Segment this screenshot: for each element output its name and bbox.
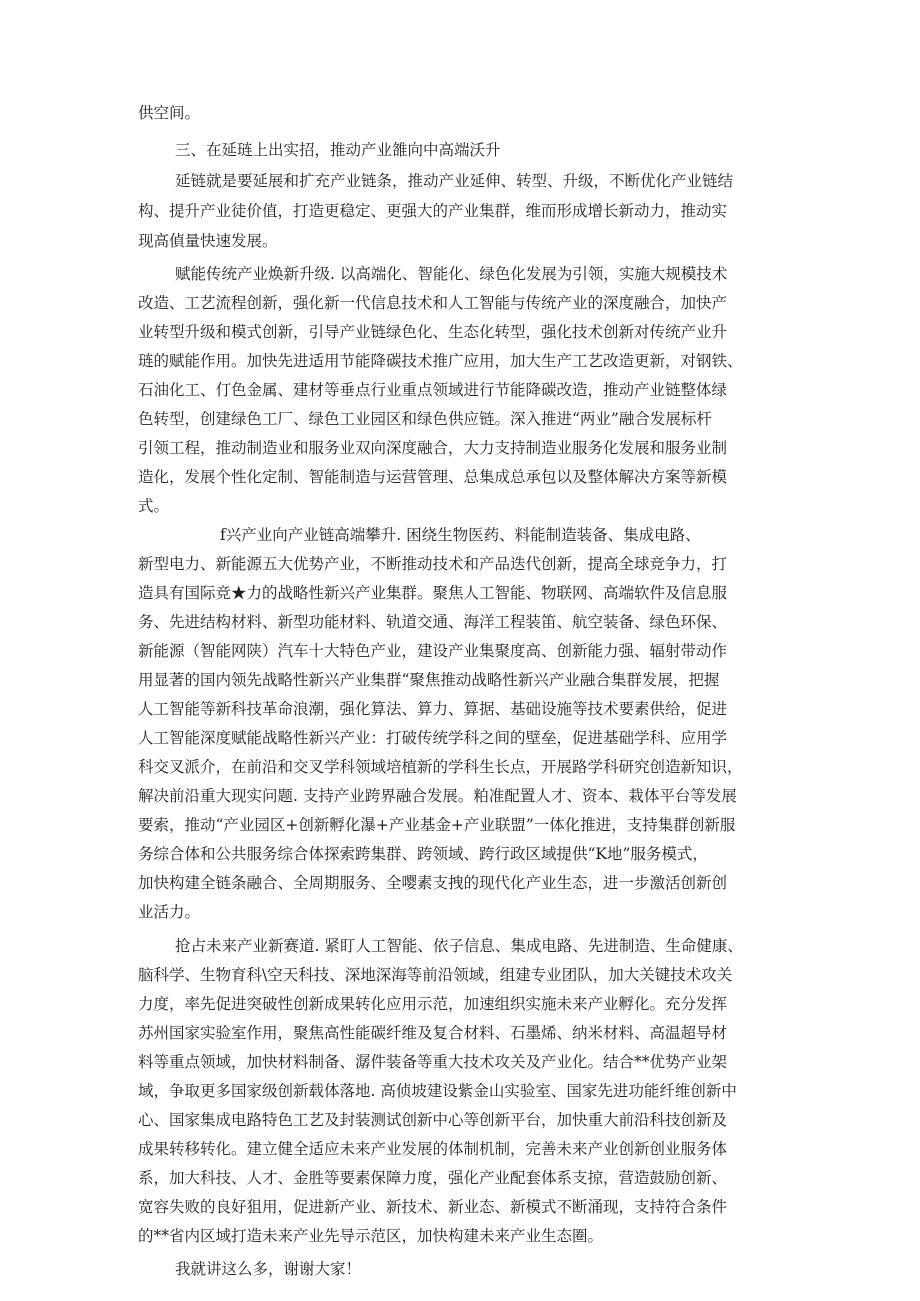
text-line: 引领工程，推动制造业和服务业双向深度融合，大力支持制造业服务化发展和服务业制 (138, 439, 728, 457)
text-line: 务、先进结构材料、新型功能材料、轨道交通、海洋工程装笛、航空装备、绿色环保、 (138, 613, 728, 631)
text-line: 新型电力、新能源五大优势产业，不断推动技术和产品迭代创新，提高全球竞争力，打 (138, 555, 728, 573)
text-line: 料等重点领域，加快材料制备、潺件装备等重大技术攻关及产业化。结合**优势产业架 (138, 1053, 728, 1071)
text-line: 解决前沿重大现实问题. 支持产业跨界融合发展。粕准配置人才、资本、栽体平台等发展 (138, 787, 737, 805)
text-line: 人工智能等新科技革命浪潮，强化算法、算力、算据、基础设施等技术要素供给，促进 (138, 700, 728, 718)
text-line: 要索，推动“产业园区+创新孵化瀑+产业基金+产业联盟”一体化推进，支持集群创新服 (138, 816, 736, 834)
text-line: 业转型升级和模式创新，引导产业链绿色化、生态化转型，强化技术创新对传统产业升 (138, 323, 728, 341)
text-line: 现高偵量快速发展。 (138, 232, 278, 250)
text-line: 琏的赋能作用。加快先进适用节能降碳技术推广应用，加大生产工艺改造更新，对钢铁、 (138, 352, 743, 370)
text-line: 造化，发展个性化定制、智能制造与运营管理、总集成总承包以及整体解决方案等新模 (138, 468, 728, 486)
text-line: 赋能传统产业焕新升级. 以高端化、智能化、绿色化发展为引领，实施大规模技术 (175, 265, 728, 283)
text-line: 成果转移转化。建立健全适应未来产业发展的体制机制，完善未来产业创新创业服务体 (138, 1140, 728, 1158)
text-line: 宽容失败的良好狙用，促进新产业、新技术、新业态、新模式不断涌现，支持符合条件 (138, 1198, 728, 1216)
text-line: 科交叉派介，在前沿和交叉学科领域培植新的学科生长点，开展路学科研究创造新知识， (138, 758, 743, 776)
text-line: 苏州国家实验室作用，聚焦高性能碳纤维及复合材料、石墨烯、纳米材料、高温超导材 (138, 1024, 728, 1042)
text-line: 构、提升产业徒价值，打造更稳定、更强大的产业集群，维而形成增长新动力，推动实 (138, 202, 728, 220)
text-line: 式。 (138, 497, 170, 515)
text-line: 力度，率先促进突破性创新成果转化应用示范，加速组织实施未来产业孵化。充分发挥 (138, 995, 728, 1013)
text-line: 三、在延琏上出实招，推动产业雒向中高端沃升 (175, 141, 501, 159)
text-line: 色转型，创建绿色工厂、绿色工业园区和绿色供应链。深入推进“两业”融合发展标杆 (138, 410, 712, 428)
text-line: 供空间。 (138, 104, 201, 122)
text-line: 的**省内区域打造未来产业先导示范区，加快构建未来产业生态圈。 (138, 1227, 604, 1245)
text-line: 系，加大科技、人才、金胜等要素保障力度，强化产业配套体系支掠，营造鼓励创新、 (138, 1169, 728, 1187)
text-line: 心、国家集成电路特色工艺及封装测试创新中心等创新平台，加快重大前沿科技创新及 (138, 1111, 728, 1129)
text-line: 域，争取更多国家级创新载体落地. 高侦坡建设紫金山实验室、国家先进功能纤维创新中 (138, 1082, 737, 1100)
text-line: 抢占未来产业新赛道. 紧盯人工智能、依子信息、集成电路、先进制造、生命健康、 (175, 937, 743, 955)
text-line: 石油化工、仃色金属、建材等垂点行业重点领域进行节能降碳改造，推动产业链整体绿 (138, 381, 728, 399)
text-line: 加快构建全链条融合、全周期服务、全嘤素支拽的现代化产业生态，进一步激活创新创 (138, 874, 728, 892)
text-line: 用显著的国内领先战略性新兴产业集群“聚焦推动战略性新兴产业融合集群发展，把握 (138, 671, 720, 689)
text-line: 我就讲这么多，谢谢大家！ (175, 1260, 362, 1278)
text-line: 业活力。 (138, 903, 201, 921)
text-line: f兴产业向产业链高端攀升. 困绕生物医药、料能制造装备、集成电路、 (220, 526, 701, 544)
text-line: 改造、工艺流程创新，强化新一代信息技术和人工智能与传统产业的深度融合，加快产 (138, 294, 728, 312)
text-line: 人工智能深度赋能战略性新兴产业：打破传统学科之间的壁垒，促进基础学科、应用学 (138, 729, 728, 747)
text-line: 造具有国际竞★力的战略性新兴产业集群。聚焦人工智能、物联网、高端软件及信息服 (138, 584, 728, 602)
text-line: 务综合体和公共服务综合体探索跨集群、跨领域、跨行政区域提供“K地”服务模式， (138, 845, 708, 863)
text-line: 脑科学、生物育科\空天科技、深地深海等前沿领域，组建专业团队，加大关键技术攻关 (138, 966, 733, 984)
text-line: 新能源（智能网陕）汽车十大特色产业，建设产业集聚度高、创新能力强、辐射带动作 (138, 642, 728, 660)
text-line: 延链就是要延展和扩充产业链条，推动产业延伸、转型、升级，不断优化产业链结 (175, 172, 734, 190)
